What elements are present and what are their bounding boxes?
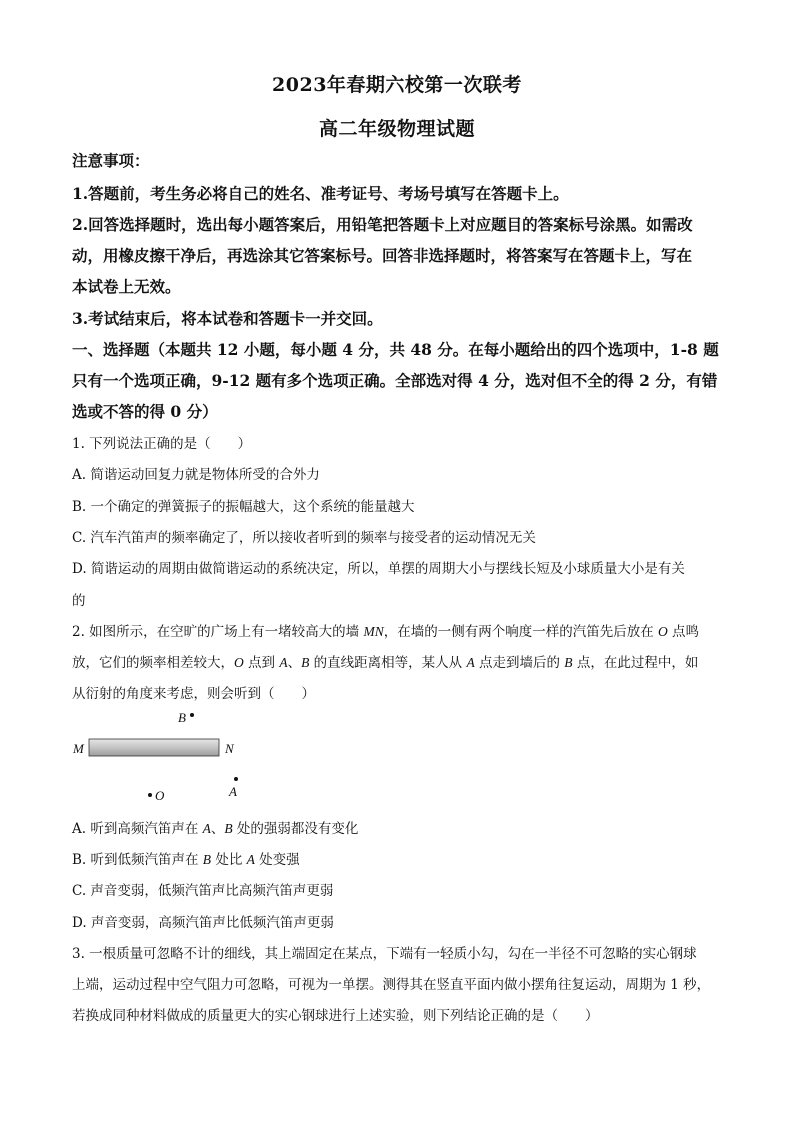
- q1-option-d-line-1: D. 简谐运动的周期由做简谐运动的系统决定，所以，单摆的周期大小与摆线长短及小球质量大小是有关: [72, 561, 685, 577]
- q1-option-d-line-2: 的: [72, 593, 86, 609]
- note-3: 3.考试结束后，将本试卷和答题卡一并交回。: [72, 309, 383, 328]
- point-b: [190, 713, 194, 717]
- note-2-line-2: 动，用橡皮擦干净后，再选涂其它答案标号。回答非选择题时，将答案写在答题卡上，写在: [72, 246, 693, 265]
- label-b: B: [178, 710, 186, 725]
- section-1-line-1: 一、选择题（本题共 12 小题，每小题 4 分，共 48 分。在每小题给出的四个选项中，1-8 题: [72, 340, 719, 359]
- label-n: N: [225, 741, 234, 756]
- exam-subtitle: 高二年级物理试题: [318, 118, 475, 140]
- note-1: 1.答题前，考生务必将自己的姓名、准考证号、考场号填写在答题卡上。: [72, 184, 569, 203]
- q2-option-b: B. 听到低频汽笛声在 B 处比 A 处变强: [72, 852, 300, 868]
- exam-title: 2023年春期六校第一次联考: [272, 74, 522, 96]
- q2-stem-line-1: 2. 如图所示，在空旷的广场上有一堵较高大的墙 MN，在墙的一侧有两个响度一样的汽笛先后放在 O 点鸣: [72, 624, 700, 640]
- section-1-line-3: 选或不答的得 0 分）: [72, 402, 218, 421]
- q3-stem-line-3: 若换成同种材料做成的质量更大的实心钢球进行上述实验，则下列结论正确的是（ ）: [72, 1008, 599, 1024]
- note-2-line-1: 2.回答选择题时，选出每小题答案后，用铅笔把答题卡上对应题目的答案标号涂黑。如需改: [72, 215, 693, 234]
- q1-option-b: B. 一个确定的弹簧振子的振幅越大，这个系统的能量越大: [72, 499, 415, 515]
- q2-option-a: A. 听到高频汽笛声在 A、B 处的强弱都没有变化: [72, 821, 359, 837]
- q2-option-c: C. 声音变弱，低频汽笛声比高频汽笛声更弱: [72, 883, 334, 899]
- note-2-line-3: 本试卷上无效。: [72, 277, 181, 296]
- q1-stem: 1. 下列说法正确的是（ ）: [72, 436, 252, 452]
- label-m: M: [73, 741, 84, 756]
- point-o: [148, 793, 152, 797]
- point-a: [234, 777, 238, 781]
- q1-option-c: C. 汽车汽笛声的频率确定了，所以接收者听到的频率与接受者的运动情况无关: [72, 530, 536, 546]
- q1-option-a: A. 简谐运动回复力就是物体所受的合外力: [72, 467, 320, 483]
- q2-stem-line-2: 放，它们的频率相差较大，O 点到 A、B 的直线距离相等，某人从 A 点走到墙后的 B 点，在此过程中，如: [72, 655, 699, 671]
- q2-option-d: D. 声音变弱，高频汽笛声比低频汽笛声更弱: [72, 915, 334, 931]
- q3-stem-line-2: 上端，运动过程中空气阻力可忽略，可视为一单摆。测得其在竖直平面内做小摆角往复运动，周期为 1 秒，: [72, 977, 711, 993]
- wall-mn: [89, 739, 219, 756]
- q3-stem-line-1: 3. 一根质量可忽略不计的细线，其上端固定在某点，下端有一轻质小勾，勾在一半径不可忽略的实心钢球: [72, 946, 697, 962]
- q2-stem-line-3: 从衍射的角度来考虑，则会听到（ ）: [72, 686, 315, 702]
- notes-heading: 注意事项：: [72, 151, 150, 170]
- q2-figure: [66, 704, 266, 804]
- section-1-line-2: 只有一个选项正确，9-12 题有多个选项正确。全部选对得 4 分，选对但不全的得 2 分，有错: [72, 371, 718, 390]
- label-a: A: [229, 784, 237, 799]
- label-o: O: [155, 788, 165, 803]
